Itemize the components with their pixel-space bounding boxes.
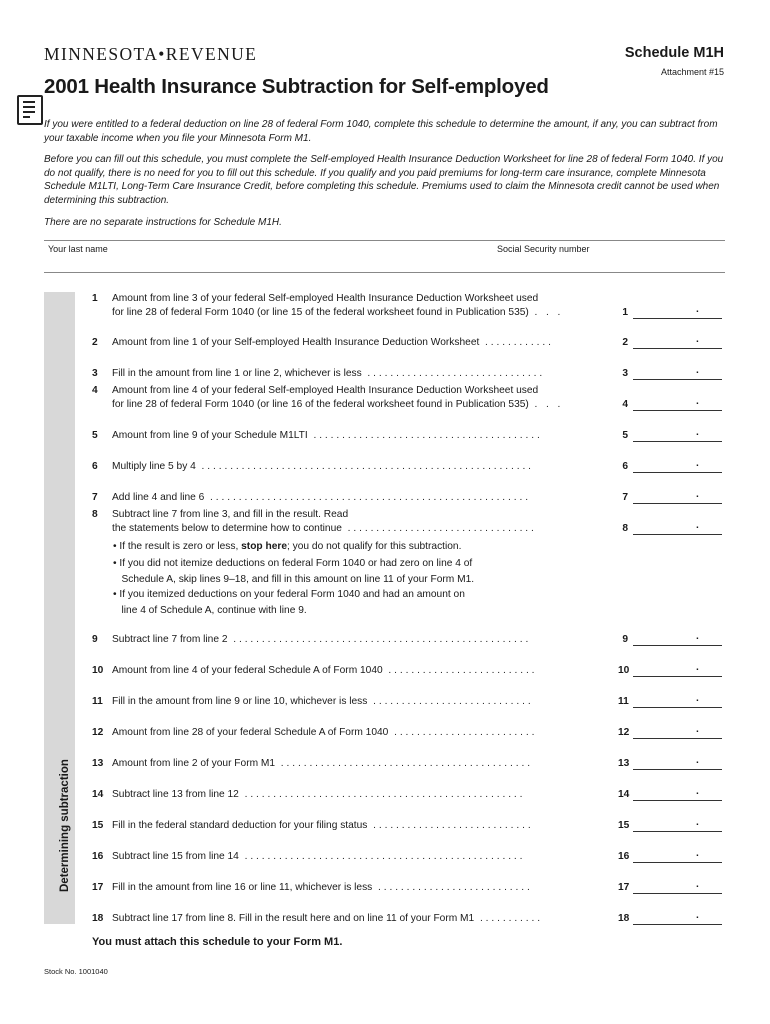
- form-line-6: [92, 458, 722, 472]
- line-number: 12: [92, 727, 104, 738]
- line-description: Fill in the amount from line 1 or line 2, whichever is less: [112, 368, 362, 379]
- ssn-field[interactable]: [496, 256, 725, 272]
- line-number: 15: [92, 820, 104, 831]
- box-number: 11: [618, 696, 629, 707]
- leader-dots: ...............................: [361, 368, 546, 379]
- leader-dots: ...........................: [372, 882, 533, 893]
- box-number: 17: [618, 882, 630, 893]
- box-number: 2: [622, 337, 628, 348]
- decimal-point: .: [696, 755, 699, 766]
- decimal-point: .: [696, 631, 699, 642]
- box-number: 18: [618, 913, 630, 924]
- stock-number: Stock No. 1001040: [44, 967, 108, 976]
- amount-input-7[interactable]: [633, 503, 722, 504]
- line-description: Add line 4 and line 6: [112, 492, 205, 503]
- leader-dots: ...........: [474, 913, 543, 924]
- leader-dots: ....................................................: [227, 634, 532, 645]
- section-label: Determining subtraction: [59, 759, 71, 892]
- line-number: 10: [92, 665, 104, 676]
- box-number: 14: [618, 789, 630, 800]
- amount-input-14[interactable]: [633, 800, 722, 801]
- box-number: 8: [622, 523, 628, 534]
- form-line-17: [92, 879, 722, 893]
- line-number: 11: [92, 696, 103, 707]
- leader-dots: .................................: [341, 523, 537, 534]
- bullet-text: Schedule A, skip lines 9–18, and fill in this amount on line 11 of your Form M1.: [121, 573, 475, 585]
- leader-dots: . . .: [528, 399, 564, 410]
- line-description: Amount from line 9 of your Schedule M1LTI: [112, 430, 308, 441]
- amount-input-13[interactable]: [633, 769, 722, 770]
- divider: [44, 240, 725, 241]
- instruction-bullet: • If you did not itemize deductions on federal Form 1040 or had zero on line 4 of Schedule A, skip lines 9–18, and fill in this amount on line 11 of your Form M1.: [113, 558, 475, 585]
- decimal-point: .: [696, 334, 699, 345]
- last-name-label: Your last name: [48, 244, 108, 254]
- decimal-point: .: [696, 693, 699, 704]
- line-number: 6: [92, 461, 98, 472]
- amount-input-17[interactable]: [633, 893, 722, 894]
- line-number: 4: [92, 385, 98, 396]
- intro-paragraph: There are no separate instructions for Schedule M1H.: [44, 217, 282, 228]
- leader-dots: ..........................................................: [195, 461, 534, 472]
- line-description: Amount from line 2 of your Form M1: [112, 758, 276, 769]
- form-line-1-text: [92, 293, 722, 304]
- bullet-text: line 4 of Schedule A, continue with line 9.: [121, 604, 307, 616]
- decimal-point: .: [696, 520, 699, 531]
- line-description: Subtract line 13 from line 12: [112, 789, 239, 800]
- line-description: for line 28 of federal Form 1040 (or line 16 of the federal worksheet found in Publication 535): [112, 399, 529, 410]
- decimal-point: .: [696, 365, 699, 376]
- form-line-8-text: [92, 509, 722, 520]
- ssn-label: Social Security number: [497, 244, 590, 254]
- line-description: the statements below to determine how to continue: [112, 523, 342, 534]
- form-line-16: [92, 848, 722, 862]
- decimal-point: .: [696, 786, 699, 797]
- decimal-point: .: [696, 910, 699, 921]
- line-description: for line 28 of federal Form 1040 (or line 15 of the federal worksheet found in Publication 535): [112, 307, 529, 318]
- line-number: 18: [92, 913, 104, 924]
- divider: [44, 272, 725, 273]
- box-number: 7: [622, 492, 628, 503]
- line-number: 1: [92, 293, 98, 304]
- form-line-5: [92, 427, 722, 441]
- leader-dots: .................................................: [238, 789, 526, 800]
- form-line-10: [92, 662, 722, 676]
- box-number: 16: [618, 851, 630, 862]
- amount-input-8[interactable]: [633, 534, 722, 535]
- form-line-8: [92, 520, 722, 534]
- line-description: Fill in the amount from line 9 or line 10, whichever is less: [112, 696, 368, 707]
- intro-paragraph: Before you can fill out this schedule, you must complete the Self-employed Health Insurance Deduction Worksheet for line 28 of federal Form 1040. If you do not qualify, there is no need for you to fill out this schedule. If you qualify and you paid premiums for long-term care insurance, complete Minnesota Schedule M1LTI, Long-Term Care Insurance Credit, before completing this schedule. Premiums used to claim the Minnesota credit cannot be used when determining this subtraction.: [44, 154, 724, 206]
- box-number: 10: [618, 665, 630, 676]
- box-number: 15: [618, 820, 630, 831]
- instruction-bullet: • If you itemized deductions on your federal Form 1040 and had an amount on line 4 of Schedule A, continue with line 9.: [113, 589, 465, 616]
- line-description: Subtract line 7 from line 2: [112, 634, 228, 645]
- form-line-4: [92, 396, 722, 410]
- leader-dots: ............................................: [275, 758, 533, 769]
- instruction-bullet: • If the result is zero or less, stop here; you do not qualify for this subtraction.: [113, 541, 462, 552]
- form-title: 2001 Health Insurance Subtraction for Self-employed: [44, 75, 549, 98]
- leader-dots: ............: [479, 337, 554, 348]
- line-description: Amount from line 28 of your federal Schedule A of Form 1040: [112, 727, 389, 738]
- line-description: Amount from line 4 of your federal Schedule A of Form 1040: [112, 665, 383, 676]
- bullet-emphasis: stop here: [241, 541, 287, 552]
- leader-dots: ..........................: [382, 665, 538, 676]
- leader-dots: . . .: [528, 307, 564, 318]
- decimal-point: .: [696, 817, 699, 828]
- decimal-point: .: [696, 396, 699, 407]
- form-line-12: [92, 724, 722, 738]
- box-number: 12: [618, 727, 630, 738]
- attach-instruction: You must attach this schedule to your Form M1.: [92, 936, 343, 948]
- line-number: 16: [92, 851, 104, 862]
- box-number: 6: [622, 461, 628, 472]
- form-line-3: [92, 365, 722, 379]
- amount-input-6[interactable]: [633, 472, 722, 473]
- bullet-text: If you did not itemize deductions on federal Form 1040 or had zero on line 4 of: [119, 558, 473, 569]
- line-description: Subtract line 17 from line 8. Fill in the result here and on line 11 of your Form M1: [112, 913, 475, 924]
- amount-input-11[interactable]: [633, 707, 722, 708]
- amount-input-3[interactable]: [633, 379, 722, 380]
- last-name-field[interactable]: [44, 256, 494, 272]
- form-line-18: [92, 910, 722, 924]
- line-number: 3: [92, 368, 98, 379]
- decimal-point: .: [696, 489, 699, 500]
- form-line-4-text: [92, 385, 722, 396]
- amount-input-12[interactable]: [633, 738, 722, 739]
- form-line-13: [92, 755, 722, 769]
- amount-input-16[interactable]: [633, 862, 722, 863]
- box-number: 9: [622, 634, 628, 645]
- decimal-point: .: [696, 458, 699, 469]
- document-icon: [17, 95, 43, 125]
- form-line-2: [92, 334, 722, 348]
- line-description: Subtract line 15 from line 14: [112, 851, 239, 862]
- line-number: 14: [92, 789, 104, 800]
- form-line-11: [92, 693, 722, 707]
- form-line-14: [92, 786, 722, 800]
- box-number: 4: [622, 399, 628, 410]
- amount-input-5[interactable]: [633, 441, 722, 442]
- section-sidebar: [44, 292, 75, 924]
- amount-input-9[interactable]: [633, 645, 722, 646]
- form-line-1: [92, 304, 722, 318]
- leader-dots: ........................................: [307, 430, 543, 441]
- line-description: Amount from line 3 of your federal Self-employed Health Insurance Deduction Worksheet used: [112, 293, 539, 304]
- leader-dots: .................................................: [238, 851, 526, 862]
- box-number: 3: [622, 368, 628, 379]
- leader-dots: ........................................................: [204, 492, 531, 503]
- amount-input-4[interactable]: [633, 410, 722, 411]
- bullet-text: If the result is zero or less,: [119, 541, 242, 552]
- box-number: 1: [622, 307, 628, 318]
- line-number: 17: [92, 882, 104, 893]
- decimal-point: .: [696, 879, 699, 890]
- intro-paragraph: If you were entitled to a federal deduction on line 28 of federal Form 1040, complete this schedule to determine the amount, if any, you can subtract from your taxable income when you file your Minnesota Form M1.: [44, 119, 718, 144]
- line-number: 2: [92, 337, 98, 348]
- leader-dots: .........................: [388, 727, 538, 738]
- box-number: 13: [618, 758, 630, 769]
- line-description: Fill in the amount from line 16 or line 11, whichever is less: [112, 882, 373, 893]
- leader-dots: ............................: [367, 696, 534, 707]
- bullet-text: ; you do not qualify for this subtraction.: [287, 541, 462, 552]
- line-number: 8: [92, 509, 98, 520]
- line-description: Multiply line 5 by 4: [112, 461, 196, 472]
- form-line-7: [92, 489, 722, 503]
- leader-dots: ............................: [367, 820, 534, 831]
- amount-input-2[interactable]: [633, 348, 722, 349]
- decimal-point: .: [696, 724, 699, 735]
- line-number: 7: [92, 492, 98, 503]
- line-description: Amount from line 4 of your federal Self-employed Health Insurance Deduction Worksheet used: [112, 385, 539, 396]
- attachment-number: Attachment #15: [660, 67, 724, 77]
- line-description: Fill in the federal standard deduction for your filing status: [112, 820, 368, 831]
- line-number: 5: [92, 430, 98, 441]
- agency-name: MINNESOTA•REVENUE: [44, 44, 258, 64]
- amount-input-18[interactable]: [633, 924, 722, 925]
- amount-input-10[interactable]: [633, 676, 722, 677]
- decimal-point: .: [696, 848, 699, 859]
- bullet-text: If you itemized deductions on your federal Form 1040 and had an amount on: [119, 589, 465, 600]
- line-number: 9: [92, 634, 98, 645]
- decimal-point: .: [696, 427, 699, 438]
- form-line-9: [92, 631, 722, 645]
- line-number: 13: [92, 758, 104, 769]
- box-number: 5: [622, 430, 628, 441]
- form-line-15: [92, 817, 722, 831]
- amount-input-1[interactable]: [633, 318, 722, 319]
- decimal-point: .: [696, 662, 699, 673]
- amount-input-15[interactable]: [633, 831, 722, 832]
- line-description: Amount from line 1 of your Self-employed Health Insurance Deduction Worksheet: [112, 337, 480, 348]
- decimal-point: .: [696, 304, 699, 315]
- line-description: Subtract line 7 from line 3, and fill in the result. Read: [112, 509, 349, 520]
- schedule-name: Schedule M1H: [624, 45, 724, 61]
